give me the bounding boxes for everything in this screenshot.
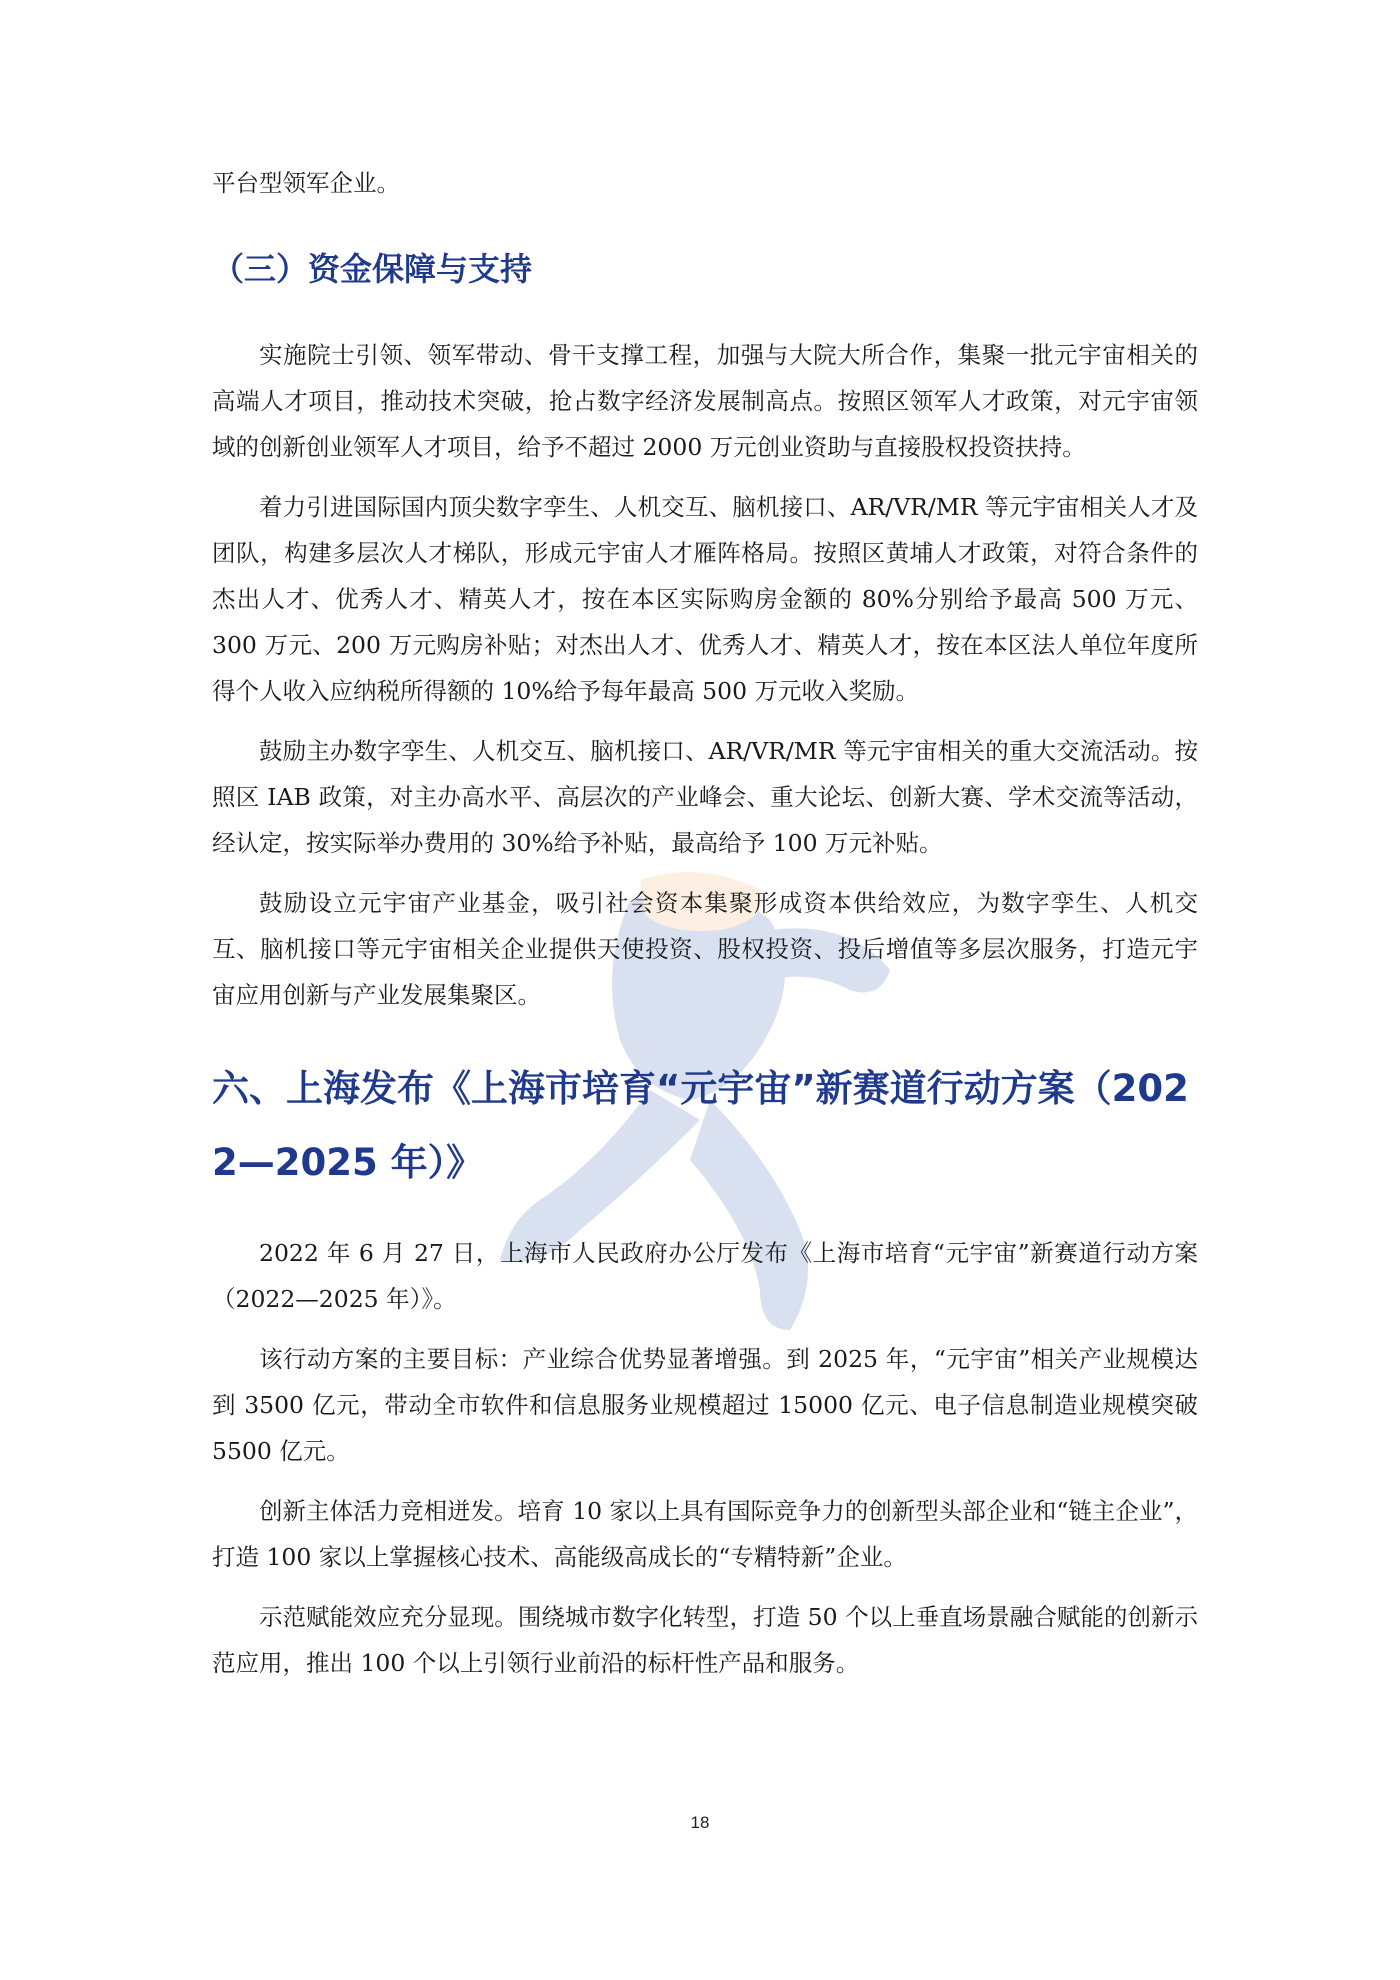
section3-heading: （三）资金保障与支持 <box>212 250 533 288</box>
section6-paragraph-3: 创新主体活力竞相迸发。培育 10 家以上具有国际竞争力的创新型头部企业和“链主企业”，打造 100 家以上掌握核心技术、高能级高成长的“专精特新”企业。 <box>212 1497 1198 1571</box>
section3-paragraph-3: 鼓励主办数字孪生、人机交互、脑机接口、AR/VR/MR 等元宇宙相关的重大交流活动。按照区 IAB 政策，对主办高水平、高层次的产业峰会、重大论坛、创新大赛、学术交流等活动，经认定，按实际举办费用的 30%给予补贴，最高给予 100 万元补贴。 <box>212 737 1198 857</box>
section3-paragraph-4: 鼓励设立元宇宙产业基金，吸引社会资本集聚形成资本供给效应，为数字孪生、人机交互、脑机接口等元宇宙相关企业提供天使投资、股权投资、投后增值等多层次服务，打造元宇宙应用创新与产业发展集聚区。 <box>212 889 1198 1009</box>
intro-fragment: 平台型领军企业。 <box>212 169 400 197</box>
section3-paragraph-2: 着力引进国际国内顶尖数字孪生、人机交互、脑机接口、AR/VR/MR 等元宇宙相关人才及团队，构建多层次人才梯队，形成元宇宙人才雁阵格局。按照区黄埔人才政策，对符合条件的杰出人才、优秀人才、精英人才，按在本区实际购房金额的 80%分别给予最高 500 万元、300 万元、200 万元购房补贴；对杰出人才、优秀人才、精英人才，按在本区法人单位年度所得个人收入应纳税所得额的 10%给予每年最高 500 万元收入奖励。 <box>212 493 1198 705</box>
section3-paragraph-1: 实施院士引领、领军带动、骨干支撑工程，加强与大院大所合作，集聚一批元宇宙相关的高端人才项目，推动技术突破，抢占数字经济发展制高点。按照区领军人才政策，对元宇宙领域的创新创业领军人才项目，给予不超过 2000 万元创业资助与直接股权投资扶持。 <box>212 341 1198 461</box>
section6-heading: 六、上海发布《上海市培育“元宇宙”新赛道行动方案（2022—2025 年）》 <box>212 1067 1189 1184</box>
page-number: 18 <box>690 1813 710 1832</box>
section6-paragraph-4: 示范赋能效应充分显现。围绕城市数字化转型，打造 50 个以上垂直场景融合赋能的创新示范应用，推出 100 个以上引领行业前沿的标杆性产品和服务。 <box>212 1603 1198 1677</box>
main-content <box>212 160 1198 1686</box>
section6-paragraph-2: 该行动方案的主要目标：产业综合优势显著增强。到 2025 年，“元宇宙”相关产业规模达到 3500 亿元，带动全市软件和信息服务业规模超过 15000 亿元、电子信息制造业规模突破 5500 亿元。 <box>212 1345 1198 1465</box>
section6-paragraph-1: 2022 年 6 月 27 日，上海市人民政府办公厅发布《上海市培育“元宇宙”新赛道行动方案（2022—2025 年）》。 <box>212 1239 1198 1313</box>
